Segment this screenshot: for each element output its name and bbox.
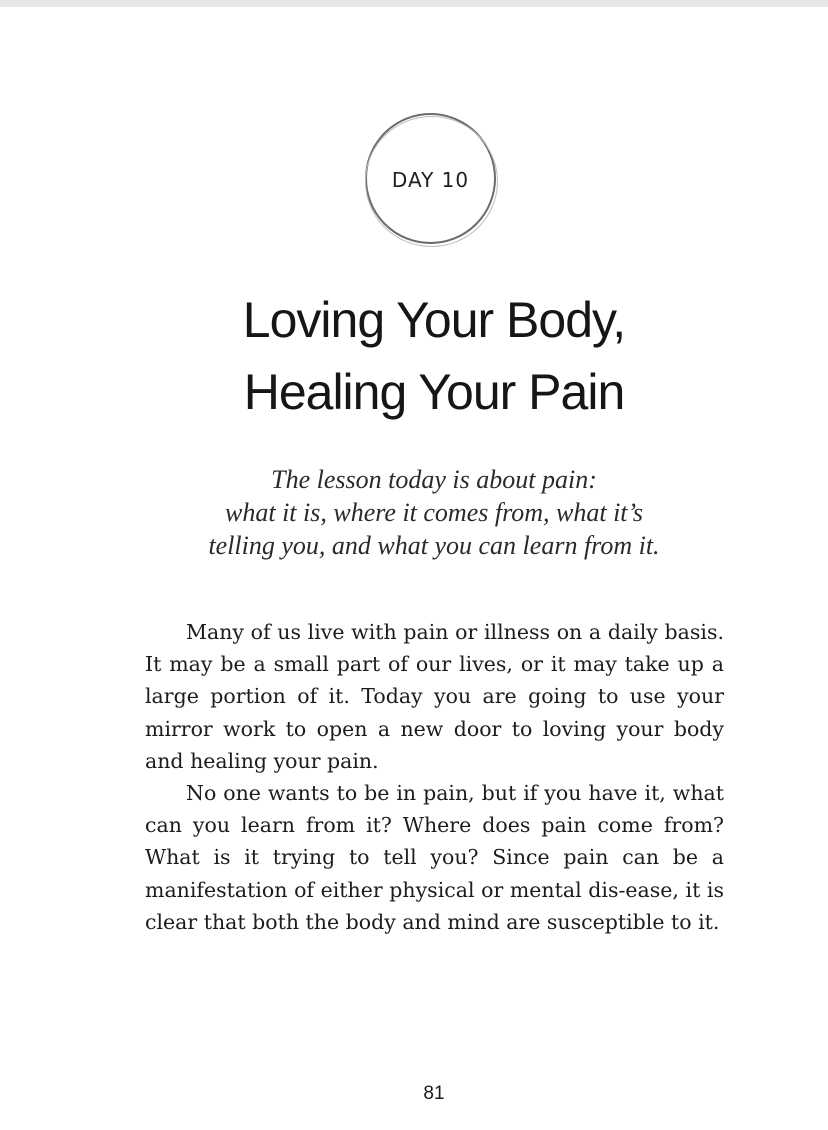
epigraph-line-3: telling you, and what you can learn from it.	[208, 531, 660, 560]
body-paragraph-1: Many of us live with pain or illness on a daily basis. It may be a small part of our lives, or it may take up a large portion of it. Today you are going to use your mirror work to open a new door to loving your body and healing your pain.	[145, 620, 724, 773]
day-badge-label: DAY 10	[391, 167, 470, 192]
chapter-title-line-1: Loving Your Body,	[242, 292, 626, 348]
chapter-title-line-2: Healing Your Pain	[243, 364, 625, 420]
epigraph-line-1: The lesson today is about pain:	[271, 465, 597, 494]
epigraph-line-2: what it is, where it comes from, what it’s	[225, 498, 643, 527]
day-badge-circle	[365, 113, 496, 244]
body-paragraph-2: No one wants to be in pain, but if you have it, what can you learn from it? Where does pain come from? What is it trying to tell you? Since pain can be a manifestation of either physical or mental dis-ease, it is clear that both the body and mind are susceptible to it.	[145, 781, 724, 934]
top-edge-rule	[0, 0, 828, 7]
page-number: 81	[423, 1083, 445, 1104]
epigraph	[0, 463, 828, 562]
chapter-title	[0, 284, 828, 428]
body-text	[145, 616, 724, 938]
